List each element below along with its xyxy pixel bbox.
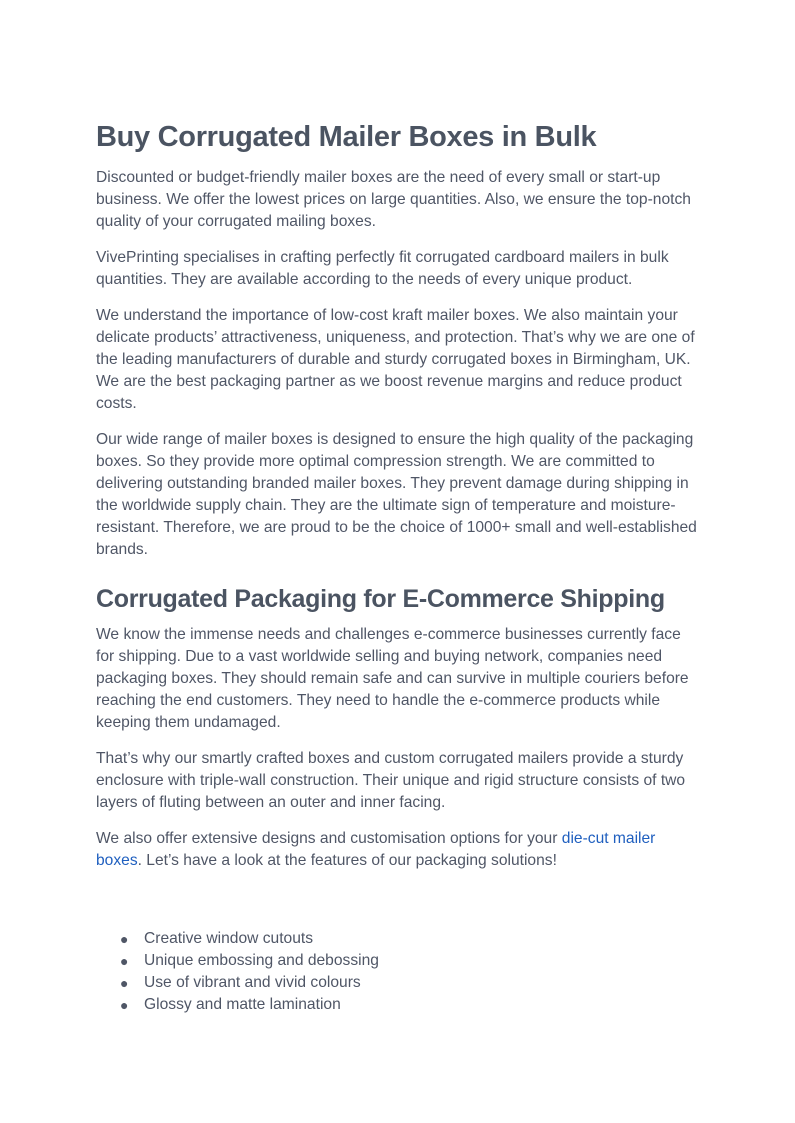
bullet-icon: ● bbox=[120, 953, 129, 969]
paragraph-ecommerce-needs: We know the immense needs and challenges e-commerce businesses currently face for shipping. Due to a vast worldwide selling and buying network, companies need packaging boxes. They should remain safe and can survive in multiple couriers before reaching the end customers. They need to handle the e-commerce products while keeping them undamaged. bbox=[96, 626, 689, 731]
list-item bbox=[120, 972, 379, 994]
features-list bbox=[120, 928, 379, 1016]
paragraph-range: Our wide range of mailer boxes is designed to ensure the high quality of the packaging boxes. So they provide more optimal compression strength. We are committed to delivering outstanding branded mailer boxes. They prevent damage during shipping in the worldwide supply chain. They are the ultimate sign of temperature and moisture-resistant. Therefore, we are proud to be the choice of 1000+ small and well-established brands. bbox=[96, 431, 697, 558]
list-item-label: Creative window cutouts bbox=[144, 930, 314, 947]
die-cut-mailer-boxes-link[interactable]: die-cut mailer boxes bbox=[96, 830, 656, 869]
customisation-text-after: . Let’s have a look at the features of our packaging solutions! bbox=[137, 852, 557, 869]
bullet-icon: ● bbox=[120, 997, 129, 1013]
list-item bbox=[120, 928, 379, 950]
customisation-text-before: We also offer extensive designs and customisation options for your bbox=[96, 830, 562, 847]
paragraph-intro: Discounted or budget-friendly mailer boxes are the need of every small or start-up business. We offer the lowest prices on large quantities. Also, we ensure the top-notch quality of your corrugated mailing boxes. bbox=[96, 169, 691, 230]
paragraph-triple-wall: That’s why our smartly crafted boxes and custom corrugated mailers provide a sturdy enclosure with triple-wall construction. Their unique and rigid structure consists of two layers of fluting between an outer and inner facing. bbox=[96, 750, 686, 811]
section-heading-ecommerce: Corrugated Packaging for E-Commerce Shipping bbox=[96, 585, 665, 613]
list-item bbox=[120, 994, 379, 1016]
paragraph-viveprinting: VivePrinting specialises in crafting perfectly fit corrugated cardboard mailers in bulk quantities. They are available according to the needs of every unique product. bbox=[96, 249, 669, 288]
paragraph-low-cost: We understand the importance of low-cost kraft mailer boxes. We also maintain your delicate products’ attractiveness, uniqueness, and protection. That’s why we are one of the leading manufacturers of durable and sturdy corrugated boxes in Birmingham, UK. We are the best packaging partner as we boost revenue margins and reduce product costs. bbox=[96, 307, 695, 412]
paragraph-customisation bbox=[96, 828, 700, 872]
bullet-icon: ● bbox=[120, 975, 129, 991]
list-item bbox=[120, 950, 379, 972]
list-item-label: Glossy and matte lamination bbox=[144, 996, 341, 1013]
list-item-label: Unique embossing and debossing bbox=[144, 952, 379, 969]
list-item-label: Use of vibrant and vivid colours bbox=[144, 974, 361, 991]
document-content bbox=[96, 116, 700, 886]
bullet-icon: ● bbox=[120, 931, 129, 947]
page-title: Buy Corrugated Mailer Boxes in Bulk bbox=[96, 121, 597, 153]
